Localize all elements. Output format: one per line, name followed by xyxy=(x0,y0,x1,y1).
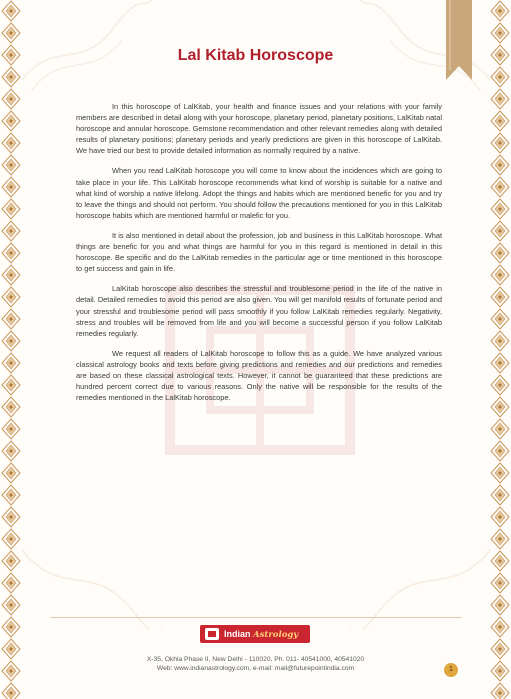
address-line: X-35, Okhla Phase II, New Delhi - 110020, Ph. 011- 40541000, 40541020 xyxy=(146,656,365,663)
footer-divider xyxy=(50,617,462,618)
page-number: 1 xyxy=(444,663,458,677)
paragraph-3: It is also mentioned in detail about the profession, job and business in this LalKitab horoscope. What things are benefic for you and what things are harmful for you in this regard is mentioned in detail in this horoscope. Be specific and do the LalKitab remedies in the particular age or time mentioned in this horoscope to get success and gain in life. xyxy=(76,230,442,274)
logo-word-indian: Indian xyxy=(224,628,251,639)
logo-word-astrology: Astrology xyxy=(253,629,299,640)
web-email-line: Web: www.indianastrology.com, e-mail: mail@futurepointindia.com xyxy=(156,664,355,672)
bookmark-ribbon xyxy=(446,0,472,80)
footer-contact xyxy=(0,656,511,673)
indian-astrology-logo[interactable] xyxy=(200,625,310,643)
page-title: Lal Kitab Horoscope xyxy=(177,47,334,64)
paragraph-4: LalKitab horoscope also describes the stressful and troublesome period in the life of the native in detail. Detailed remedies to avoid this period are also given. You will get manifold results of fortunate period and your stressful and troublesome period will pass smoothly if you follow LalKitab remedies regularly. Negativity, stress and troubles will be removed from life and you will become a successful person if you follow LalKitab remedies regularly. xyxy=(76,284,442,338)
logo-text xyxy=(224,629,298,640)
body-text xyxy=(76,101,442,412)
top-left-swirl-decoration xyxy=(22,0,152,90)
left-ornament-border xyxy=(0,0,22,699)
logo-mark-icon xyxy=(205,628,219,640)
paragraph-2: When you read LalKitab horoscope you will come to know about the incidences which are going to take place in your life. This LalKitab horoscope recommends what kind of worship is suitable for a native and what kind of worship a native lifelong. Adopt the things and habits which are mentioned benefic for you and try to leave the things and should not perform. You should follow the precautions mentioned for you in this LalKitab horoscope habits which are mentioned harmful or malefic for you. xyxy=(76,166,442,220)
paragraph-1: In this horoscope of LalKitab, your health and finance issues and your relations with your family members are described in detail along with your horoscope, planetary period, planetary positions, LalKitab natal horoscope and annular horoscope. Gemstone recommendation and other relevant remedies along with detailed results of planetary positions; planetary periods and yearly predictions are given in this horoscope of LalKitab. We have tried our best to provide detailed information as normally required by a native. xyxy=(76,102,442,156)
right-ornament-border xyxy=(489,0,511,699)
paragraph-5: We request all readers of LalKitab horoscope to follow this as a guide. We have analyzed various classical astrology books and texts before giving predictions and remedies and our predictions and remedies are based on these classical astrological texts. However, it cannot be guaranteed that these predictions are hundred percent correct due to various reasons. Only the native will be responsible for the results of the remedies mentioned in the LalKitab horoscope. xyxy=(76,348,442,403)
